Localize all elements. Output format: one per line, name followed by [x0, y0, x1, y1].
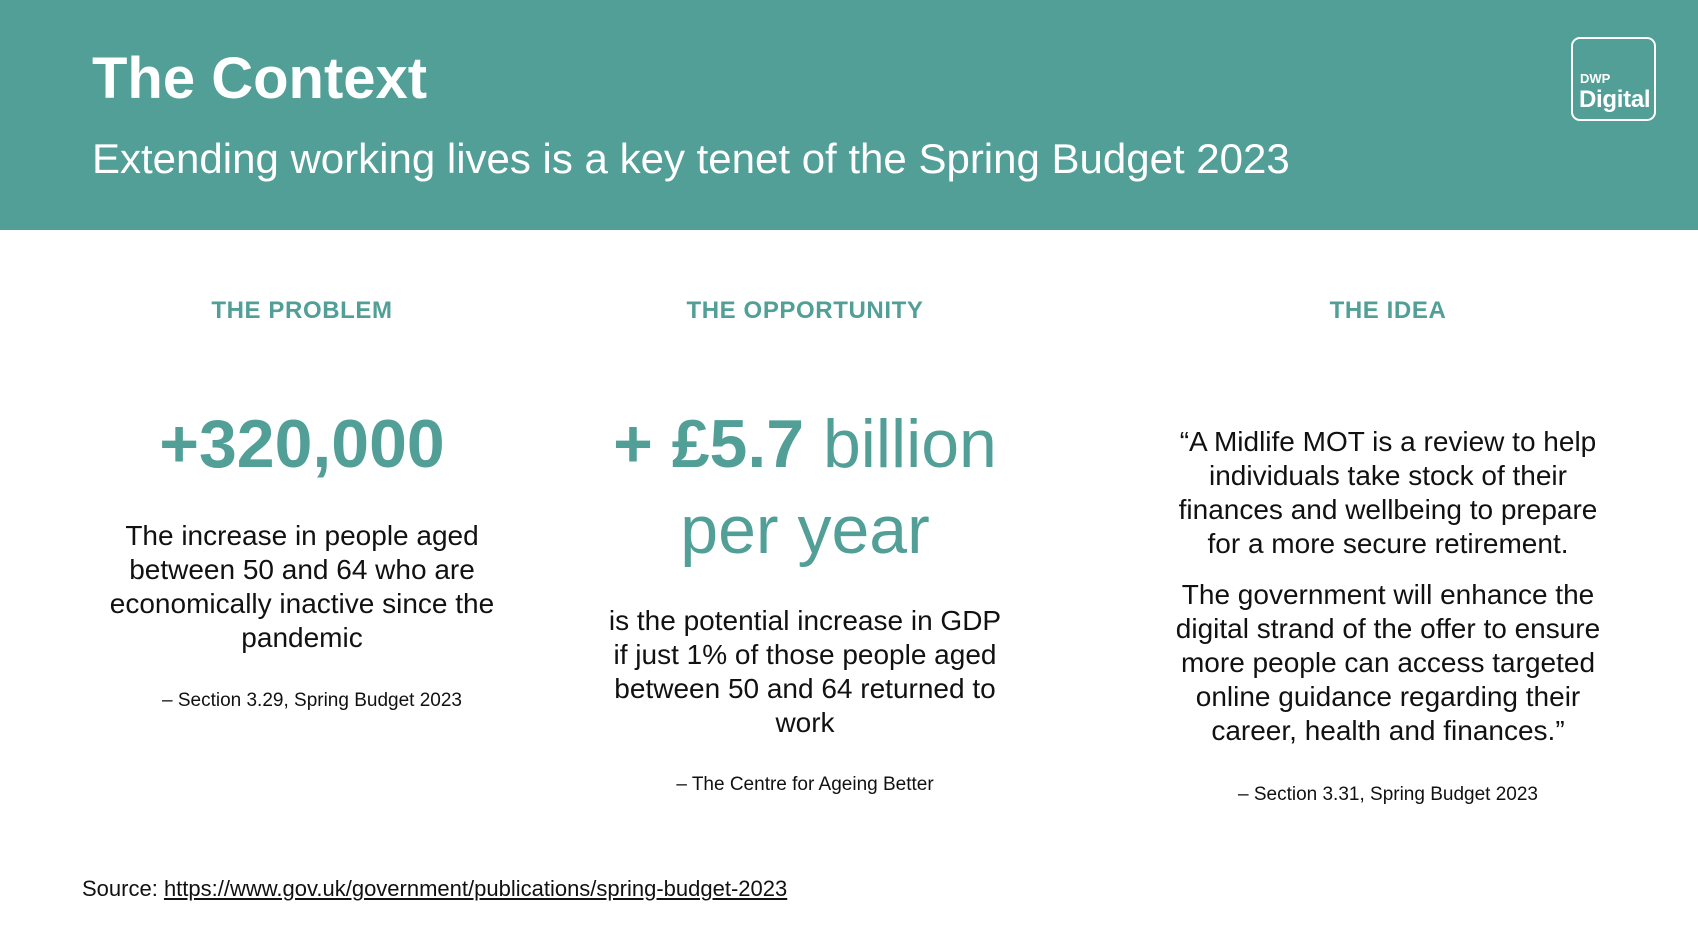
header-banner	[0, 0, 1698, 230]
opportunity-figure-period: per year	[680, 492, 930, 568]
source-label: Source:	[82, 876, 164, 901]
source-link[interactable]: https://www.gov.uk/government/publications/spring-budget-2023	[163, 876, 788, 901]
opportunity-heading: THE OPPORTUNITY	[686, 297, 924, 324]
page-subtitle: Extending working lives is a key tenet of the Spring Budget 2023	[92, 135, 1290, 182]
dwp-digital-logo	[1571, 37, 1656, 121]
problem-heading: THE PROBLEM	[211, 297, 393, 324]
opportunity-attribution: – The Centre for Ageing Better	[676, 774, 934, 795]
page-title: The Context	[92, 46, 428, 111]
idea-heading: THE IDEA	[1329, 297, 1447, 324]
opportunity-figure-unit: billion	[804, 406, 997, 482]
idea-quote-paragraph-2: The government will enhance the digital strand of the offer to ensure more people can access targeted online guidance regarding their career, health and finances.”	[1175, 579, 1601, 746]
logo-big-text: Digital	[1579, 86, 1651, 113]
problem-text: The increase in people aged between 50 and 64 who are economically inactive since the pandemic	[109, 520, 495, 653]
opportunity-figure-amount: + £5.7	[613, 406, 805, 482]
idea-quote-paragraph-1: “A Midlife MOT is a review to help individuals take stock of their finances and wellbeing to prepare for a more secure retirement.	[1178, 426, 1598, 559]
logo-small-text: DWP	[1580, 71, 1611, 86]
opportunity-figure	[580, 404, 1030, 486]
problem-attribution: – Section 3.29, Spring Budget 2023	[161, 690, 462, 711]
opportunity-text: is the potential increase in GDP if just 1% of those people aged between 50 and 64 returned to work	[608, 605, 1002, 738]
problem-figure: +320,000	[159, 406, 445, 482]
idea-attribution: – Section 3.31, Spring Budget 2023	[1237, 784, 1538, 805]
source-line	[82, 876, 787, 902]
